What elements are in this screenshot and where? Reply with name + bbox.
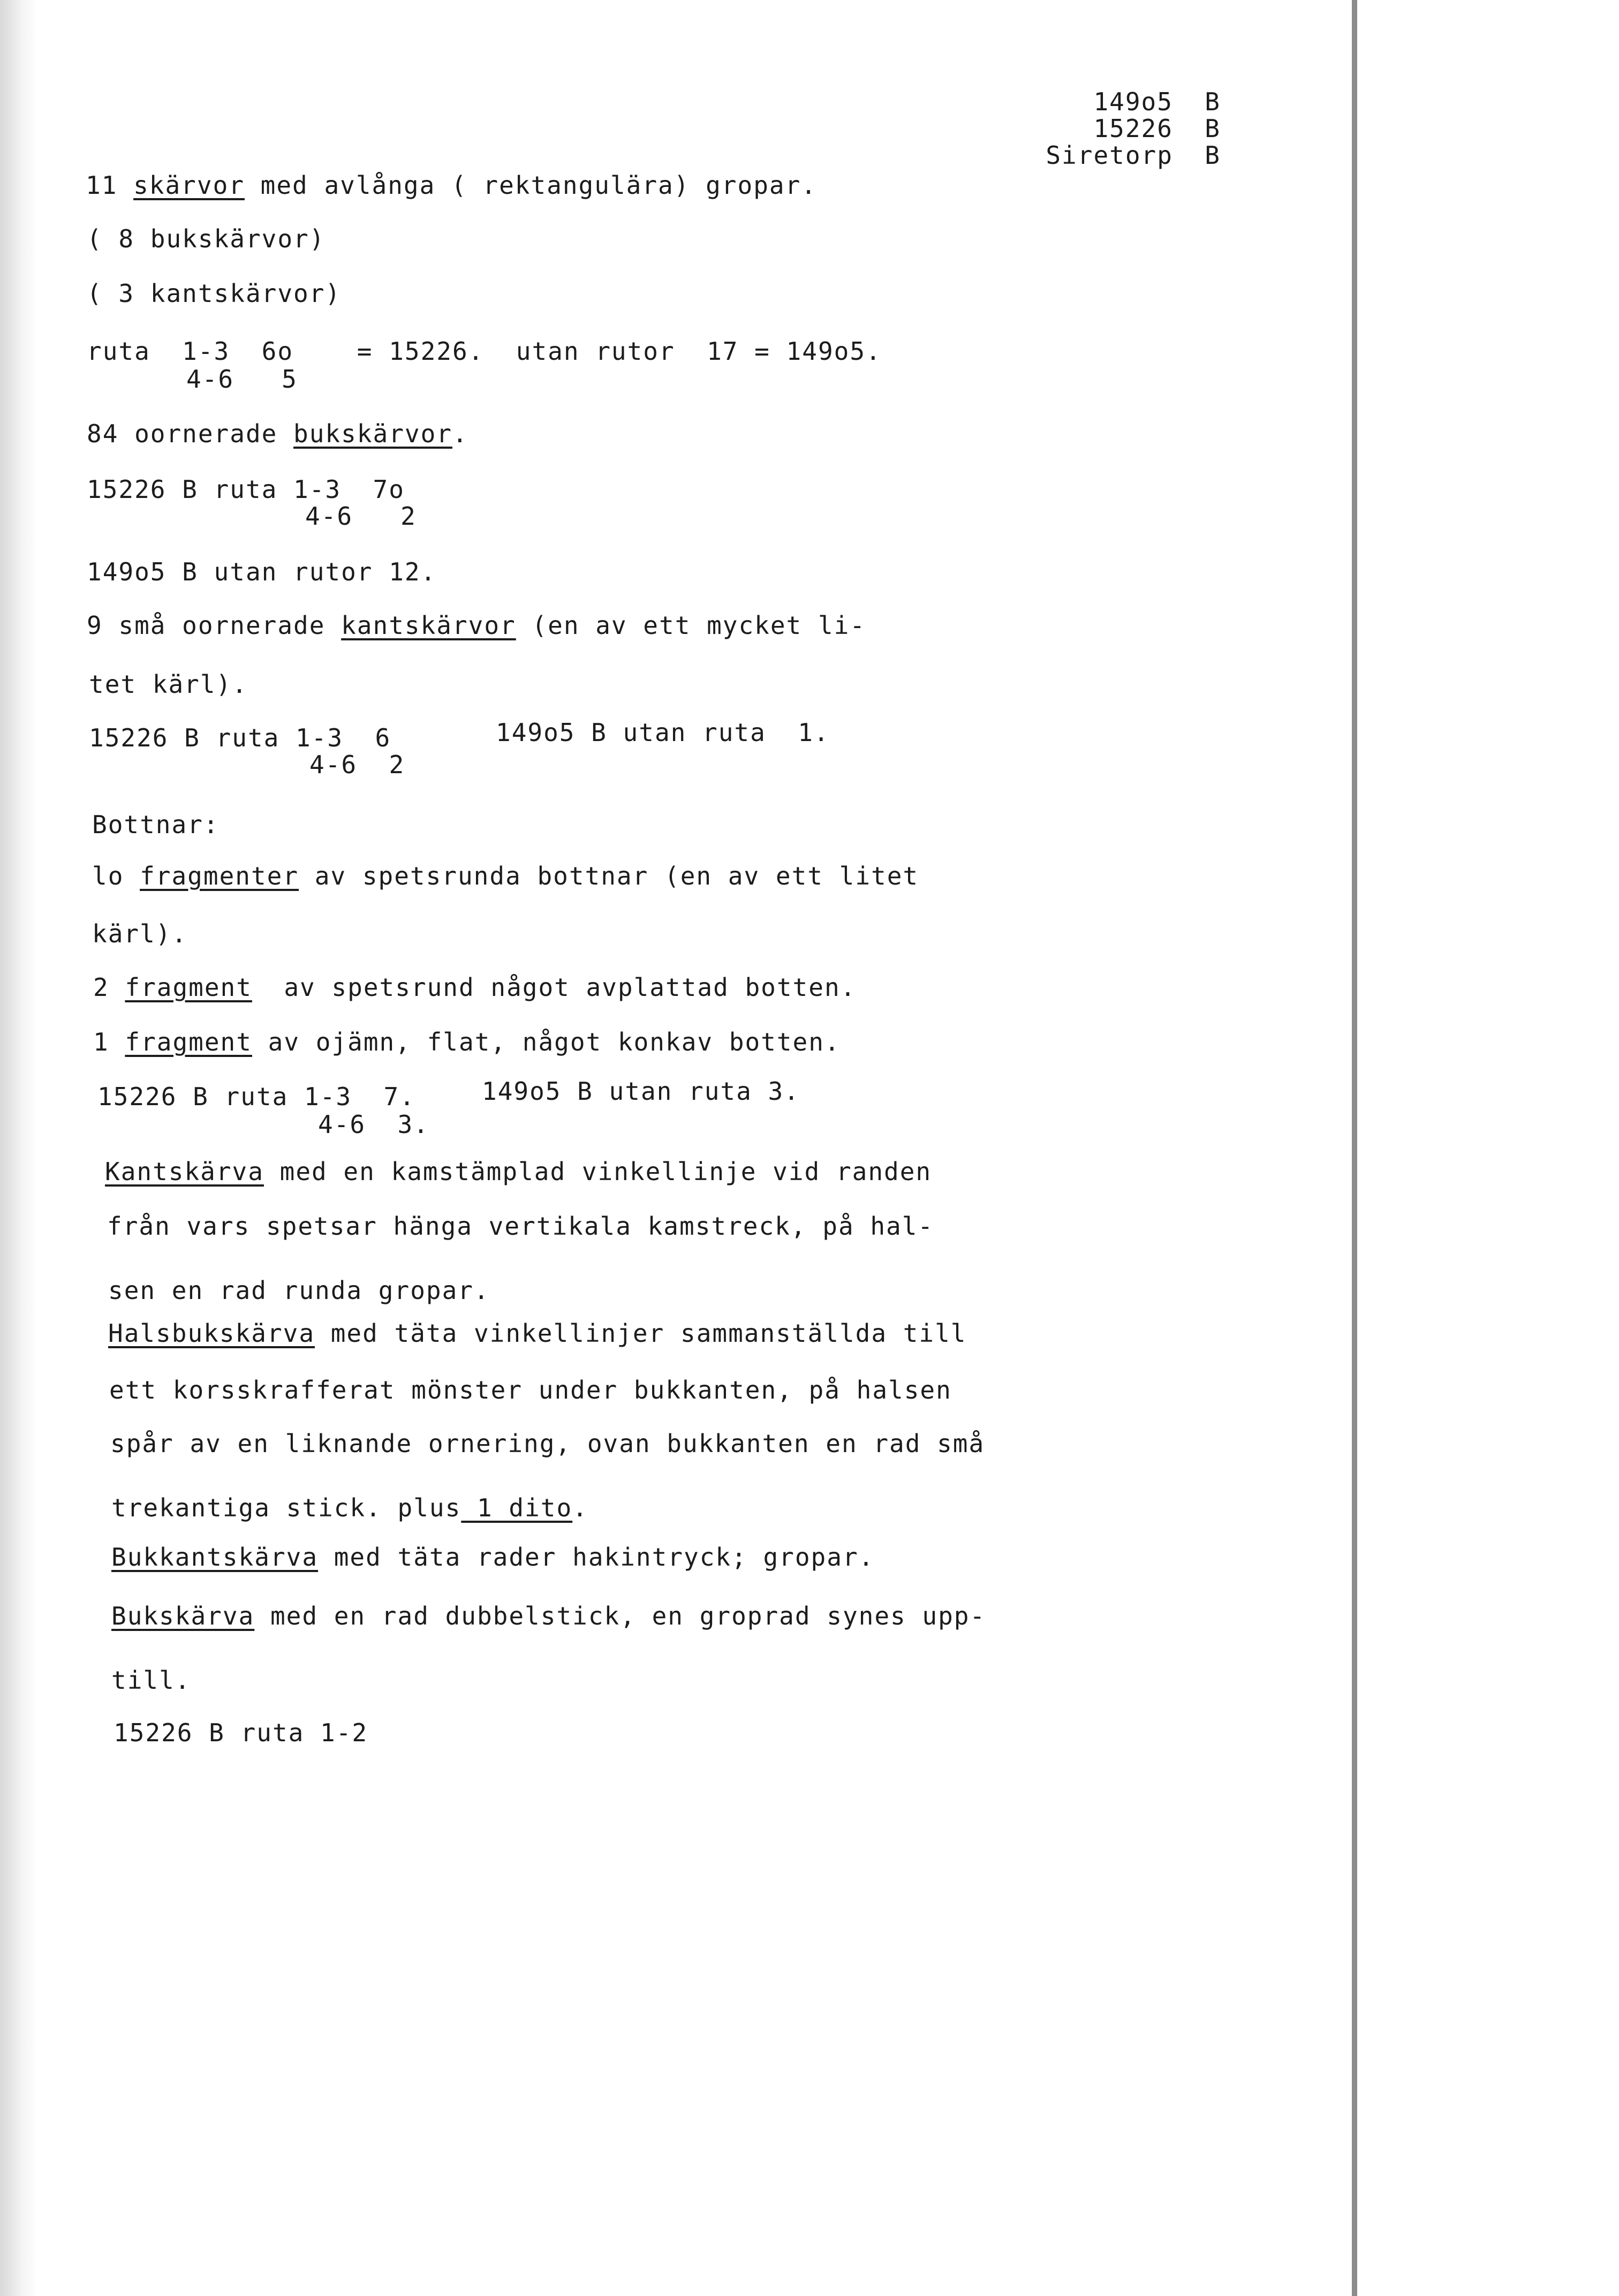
text-span: med en rad dubbelstick, en groprad synes upp- [254,1602,986,1630]
text-line [93,972,856,1002]
text-span: . [452,419,468,448]
underlined-term: fragment [125,973,252,1002]
underlined-term: Kantskärva [105,1157,264,1186]
underlined-term: skärvor [133,171,245,200]
text-line: 4-6 3. [318,1110,429,1139]
text-line [93,1027,841,1057]
page-right-edge [1352,0,1619,2296]
text-span: 84 oornerade [87,419,294,448]
text-span: (en av ett mycket li- [516,611,866,640]
text-line: ( 8 bukskärvor) [87,224,326,253]
text-line: från vars spetsar hänga vertikala kamstreck, på hal- [107,1212,934,1241]
header-catalog-number-1: 149o5 B [1093,87,1221,116]
text-line: 149o5 B utan rutor 12. [87,557,437,586]
underlined-term: Bukskärva [111,1602,255,1630]
header-site-name: Siretorp B [1046,141,1221,170]
text-line: tet kärl). [89,670,248,699]
underlined-term: kantskärvor [341,611,516,640]
text-line [111,1542,874,1572]
text-span: av spetsrund något avplattad botten. [252,973,857,1002]
text-span: med avlånga ( rektangulära) gropar. [244,171,817,200]
text-span: 1 [93,1028,125,1056]
underlined-term: 1 dito [461,1493,573,1522]
text-line [111,1493,588,1523]
text-span: . [572,1493,588,1522]
underlined-term: fragment [125,1028,252,1056]
text-line: ( 3 kantskärvor) [87,279,342,308]
text-line [87,610,866,640]
underlined-term: fragmenter [140,862,299,890]
text-line [87,419,468,449]
text-line: 4-6 2 [309,750,405,779]
text-line: till. [111,1666,191,1695]
text-line: 149o5 B utan ruta 1. [496,718,830,747]
text-line: 149o5 B utan ruta 3. [482,1077,800,1106]
text-line: sen en rad runda gropar. [108,1276,490,1305]
text-line [105,1157,932,1187]
text-line [86,170,817,200]
text-line [92,861,919,891]
text-span: 11 [86,171,134,200]
text-line: spår av en liknande ornering, ovan bukkanten en rad små [110,1429,985,1458]
text-line: 4-6 2 [305,502,417,531]
text-line: 15226 B ruta 1-2 [114,1718,368,1747]
text-span: 9 små oornerade [87,611,342,640]
page-left-shadow [0,0,37,2296]
underlined-term: Bukkantskärva [111,1543,319,1572]
text-line: 4-6 5 [186,365,298,394]
text-span: trekantiga stick. plus [111,1493,462,1522]
text-line [108,1318,967,1348]
text-line [111,1601,986,1631]
text-span: med täta rader hakintryck; gropar. [318,1543,875,1572]
underlined-term: bukskärvor [293,419,452,448]
text-span: med täta vinkellinjer sammanställda till [315,1319,967,1348]
text-span: lo [92,862,140,890]
text-line: 15226 B ruta 1-3 7o [87,475,405,504]
text-line: kärl). [92,919,188,948]
text-line: 15226 B ruta 1-3 6 [89,723,391,752]
text-span: 2 [93,973,125,1002]
text-span: med en kamstämplad vinkellinje vid randen [263,1157,932,1186]
header-catalog-number-2: 15226 B [1093,114,1221,143]
text-line: ett korsskrafferat mönster under bukkanten, på halsen [109,1376,952,1404]
text-span: av ojämn, flat, något konkav botten. [252,1028,841,1056]
text-line: 15226 B ruta 1-3 7. [97,1082,415,1111]
underlined-term: Halsbukskärva [108,1319,315,1348]
text-span: av spetsrunda bottnar (en av ett litet [299,862,919,890]
text-line: Bottnar: [92,810,220,839]
text-line: ruta 1-3 6o = 15226. utan rutor 17 = 149o5. [87,337,882,366]
